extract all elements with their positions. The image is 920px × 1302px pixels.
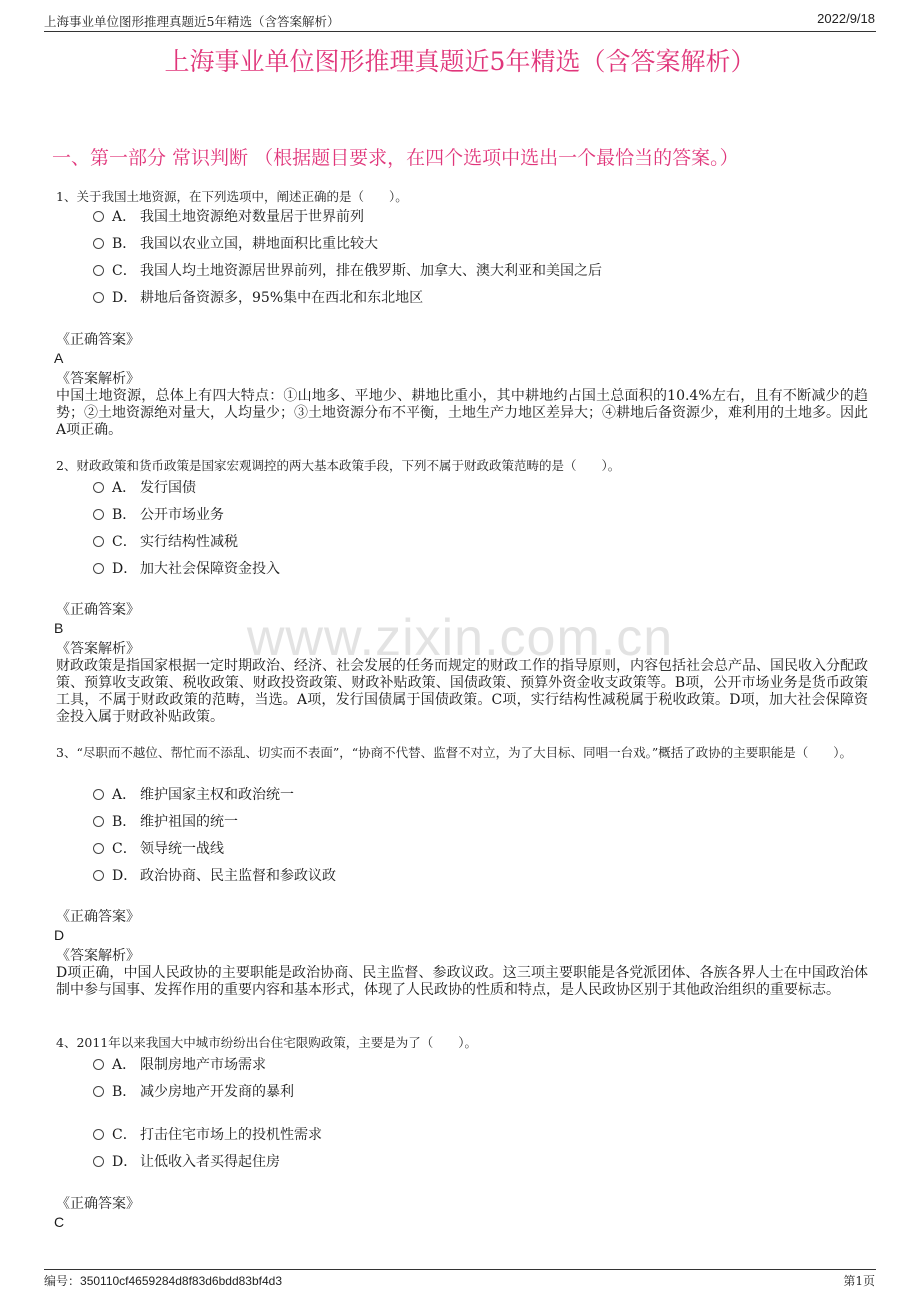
radio-icon[interactable] — [93, 1129, 104, 1140]
question-4-option-b[interactable]: B． 减少房地产开发商的暴利 — [93, 1083, 294, 1101]
question-3-option-c[interactable]: C． 领导统一战线 — [93, 840, 224, 858]
question-2-stem: 2、财政政策和货币政策是国家宏观调控的两大基本政策手段，下列不属于财政政策范畴的是（ ）。 — [56, 458, 621, 473]
radio-icon[interactable] — [93, 816, 104, 827]
question-3-option-d[interactable]: D． 政治协商、民主监督和参政议政 — [93, 867, 336, 885]
radio-icon[interactable] — [93, 536, 104, 547]
footer-page-number: 第1页 — [843, 1274, 875, 1288]
analysis-label: 《答案解析》 — [56, 371, 140, 387]
question-4-stem: 4、2011年以来我国大中城市纷纷出台住宅限购政策，主要是为了（ ）。 — [56, 1035, 478, 1050]
radio-icon[interactable] — [93, 843, 104, 854]
radio-icon[interactable] — [93, 1086, 104, 1097]
footer-divider — [44, 1269, 876, 1270]
footer-doc-code: 编号：350110cf4659284d8f83d6bdd83bf4d3 — [44, 1274, 282, 1288]
radio-icon[interactable] — [93, 292, 104, 303]
question-3-option-a[interactable]: A． 维护国家主权和政治统一 — [93, 786, 294, 804]
analysis-label: 《答案解析》 — [56, 948, 140, 964]
question-1-option-c[interactable]: C． 我国人均土地资源居世界前列，排在俄罗斯、加拿大、澳大利亚和美国之后 — [93, 262, 602, 280]
radio-icon[interactable] — [93, 509, 104, 520]
question-4-option-d[interactable]: D． 让低收入者买得起住房 — [93, 1153, 280, 1171]
page-title: 上海事业单位图形推理真题近5年精选（含答案解析） — [164, 47, 756, 76]
header-divider — [44, 31, 876, 32]
question-2-option-c[interactable]: C． 实行结构性减税 — [93, 533, 238, 551]
question-1-explanation: 中国土地资源，总体上有四大特点：①山地多、平地少、耕地比重小，其中耕地约占国土总面积的10.4%左右，且有不断减少的趋势；②土地资源绝对量大，人均量少；③土地资源分布不平衡，土地生产力地区差异大；④耕地后备资源少，难利用的土地多。因此A项正确。 — [56, 388, 868, 438]
question-3-stem: 3、“尽职而不越位、帮忙而不添乱、切实而不表面”，“协商不代替、监督不对立，为了大目标、同唱一台戏。”概括了政协的主要职能是（ ）。 — [56, 745, 853, 760]
radio-icon[interactable] — [93, 211, 104, 222]
question-2-option-b[interactable]: B． 公开市场业务 — [93, 506, 224, 524]
radio-icon[interactable] — [93, 1059, 104, 1070]
question-2-option-a[interactable]: A． 发行国债 — [93, 479, 196, 497]
question-1-option-d[interactable]: D． 耕地后备资源多，95%集中在西北和东北地区 — [93, 289, 423, 307]
header-doc-title: 上海事业单位图形推理真题近5年精选（含答案解析） — [44, 14, 340, 29]
header-date: 2022/9/18 — [817, 11, 875, 26]
question-1-stem: 1、关于我国土地资源，在下列选项中，阐述正确的是（ ）。 — [56, 189, 408, 204]
question-2-option-d[interactable]: D． 加大社会保障资金投入 — [93, 560, 280, 578]
radio-icon[interactable] — [93, 870, 104, 881]
question-2-answer: B — [54, 620, 64, 636]
radio-icon[interactable] — [93, 789, 104, 800]
analysis-label: 《答案解析》 — [56, 641, 140, 657]
question-4-answer: C — [54, 1214, 65, 1230]
section-heading: 一、第一部分 常识判断 （根据题目要求，在四个选项中选出一个最恰当的答案。） — [52, 147, 739, 169]
question-1-answer: A — [54, 350, 64, 366]
answer-label: 《正确答案》 — [56, 332, 140, 348]
radio-icon[interactable] — [93, 265, 104, 276]
question-1-option-b[interactable]: B． 我国以农业立国，耕地面积比重比较大 — [93, 235, 378, 253]
question-1-option-a[interactable]: A． 我国土地资源绝对数量居于世界前列 — [93, 208, 364, 226]
radio-icon[interactable] — [93, 1156, 104, 1167]
answer-label: 《正确答案》 — [56, 909, 140, 925]
watermark: www.zixin.com.cn — [246, 609, 674, 667]
question-3-option-b[interactable]: B． 维护祖国的统一 — [93, 813, 238, 831]
question-4-option-a[interactable]: A． 限制房地产市场需求 — [93, 1056, 266, 1074]
question-4-option-c[interactable]: C． 打击住宅市场上的投机性需求 — [93, 1126, 322, 1144]
question-3-answer: D — [54, 927, 65, 943]
answer-label: 《正确答案》 — [56, 1196, 140, 1212]
radio-icon[interactable] — [93, 238, 104, 249]
question-3-explanation: D项正确，中国人民政协的主要职能是政治协商、民主监督、参政议政。这三项主要职能是各党派团体、各族各界人士在中国政治体制中参与国事、发挥作用的重要内容和基本形式，体现了人民政协的性质和特点，是人民政协区别于其他政治组织的重要标志。 — [56, 965, 868, 998]
question-2-explanation: 财政政策是指国家根据一定时期政治、经济、社会发展的任务而规定的财政工作的指导原则，内容包括社会总产品、国民收入分配政策、预算收支政策、税收政策、财政投资政策、财政补贴政策、国债政策、预算外资金收支政策等。B项，公开市场业务是货币政策工具，不属于财政政策的范畴，当选。A项，发行国债属于国债政策。C项，实行结构性减税属于税收政策。D项，加大社会保障资金投入属于财政补贴政策。 — [56, 658, 868, 725]
radio-icon[interactable] — [93, 563, 104, 574]
radio-icon[interactable] — [93, 482, 104, 493]
answer-label: 《正确答案》 — [56, 602, 140, 618]
